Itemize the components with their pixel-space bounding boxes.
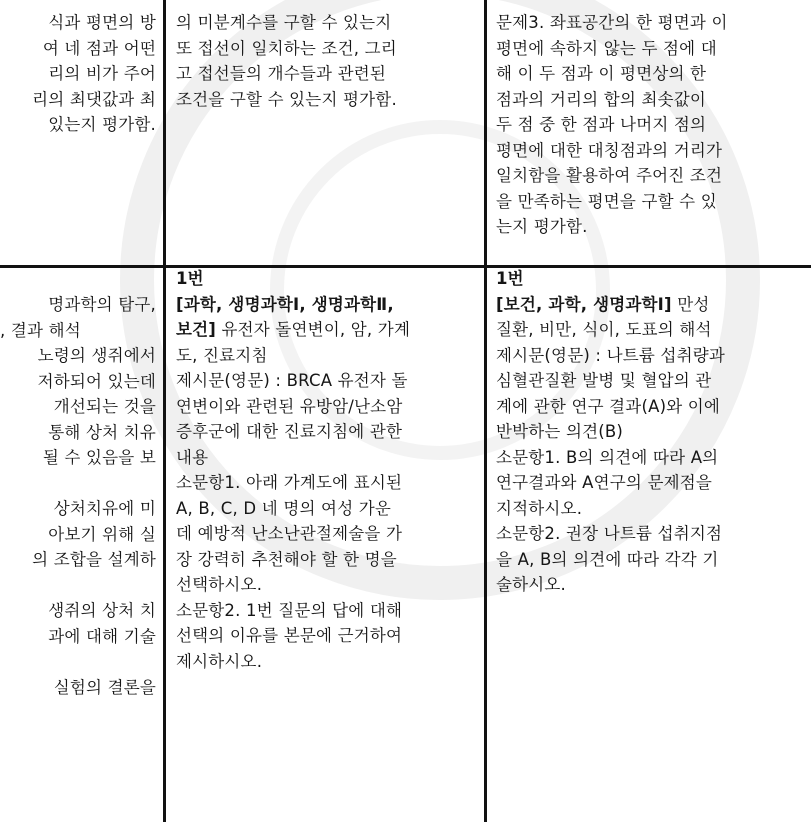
text-line: 실험의 결론을 — [53, 677, 156, 697]
text-line: 내용 — [176, 447, 209, 467]
text-line: 리의 최댓값과 최 — [32, 89, 156, 109]
row-divider — [0, 265, 811, 268]
text-line: 계에 관한 연구 결과(A)와 이에 — [496, 396, 721, 416]
bottom-right-cell — [496, 266, 799, 816]
subject-tags-cont: 보건] — [176, 320, 217, 339]
text-line: 연구결과와 A연구의 문제점을 — [496, 473, 713, 492]
text-line: 여 네 점과 어떤 — [42, 38, 156, 58]
text-line — [0, 573, 156, 599]
bottom-left-cell — [0, 292, 156, 817]
text-line: 평면에 대한 대칭점과의 거리가 — [496, 140, 723, 160]
text-line: 지적하시오. — [496, 498, 583, 518]
text-line: 점과의 거리의 합의 최솟값이 — [496, 89, 707, 109]
text-line: 의 미분계수를 구할 수 있는지 — [176, 13, 392, 32]
text-line: 될 수 있음을 보 — [42, 448, 156, 467]
text-line: 평면에 속하지 않는 두 점에 대 — [496, 38, 717, 58]
text-line: 제시문(영문) : BRCA 유전자 돌 — [176, 371, 408, 390]
text-line: 문제3. 좌표공간의 한 평면과 이 — [496, 13, 728, 32]
text-line — [0, 649, 156, 675]
text-line: 두 점 중 한 점과 나머지 점의 — [496, 115, 707, 134]
text-line: 소문항1. 아래 가계도에 표시된 — [176, 473, 403, 492]
top-middle-cell — [176, 10, 474, 260]
text-line: 저하되어 있는데 — [37, 371, 156, 391]
topic-line — [176, 317, 474, 343]
text-line: 고 접선들의 개수들과 관련된 — [176, 64, 387, 83]
text-line: 반박하는 의견(B) — [496, 422, 624, 441]
text-line: 질환, 비만, 식이, 도표의 해석 — [496, 320, 712, 339]
text-line: 심혈관질환 발병 및 혈압의 관 — [496, 371, 712, 390]
text-line: 의 조합을 설계하 — [32, 550, 156, 569]
text-line: 개선되는 것을 — [53, 397, 156, 416]
subject-tags: [보건, 과학, 생명과학Ⅰ] — [496, 294, 672, 314]
text-line: 소문항2. 1번 질문의 답에 대해 — [176, 600, 403, 620]
top-left-cell — [0, 10, 156, 260]
text-line: 을 만족하는 평면을 구할 수 있 — [496, 191, 717, 211]
column-divider-left — [163, 0, 166, 822]
text-line: 장 강력히 추천해야 할 한 명을 — [176, 549, 397, 569]
text-line: 소문항1. B의 의견에 따라 A의 — [496, 447, 719, 467]
text-line: 명과학의 탐구, — [48, 295, 156, 314]
text-line: 리의 비가 주어 — [48, 64, 156, 83]
text-line: 도, 진료지침 — [176, 345, 268, 365]
text-line: 선택의 이유를 본문에 근거하여 — [176, 626, 403, 645]
text-line: 는지 평가함. — [496, 217, 588, 236]
text-line: 해 이 두 점과 이 평면상의 한 — [496, 64, 707, 83]
text-line: 연변이와 관련된 유방암/난소암 — [176, 396, 403, 416]
text-line: 있는지 평가함. — [48, 115, 156, 134]
text-line — [0, 471, 156, 497]
text-line: 통해 상처 치유 — [48, 422, 156, 442]
text-line: 선택하시오. — [176, 575, 263, 594]
text-line: 식과 평면의 방 — [48, 13, 156, 32]
text-line: 데 예방적 난소난관절제술을 가 — [176, 524, 403, 543]
text-line: 술하시오. — [496, 575, 567, 594]
subject-tags: [과학, 생명과학Ⅰ, 생명과학Ⅱ, — [176, 294, 394, 314]
top-right-cell — [496, 10, 799, 265]
text-line: 생쥐의 상처 치 — [48, 601, 156, 620]
text-line: 을 A, B의 의견에 따라 각각 기 — [496, 549, 719, 569]
topic-text: 유전자 돌연변이, 암, 가계 — [216, 320, 411, 339]
text-line: 조건을 구할 수 있는지 평가함. — [176, 89, 397, 109]
text-line: 제시하시오. — [176, 651, 263, 671]
question-number: 1번 — [176, 269, 204, 288]
topic-line — [496, 292, 799, 318]
text-line: 과에 대해 기술 — [48, 626, 156, 646]
column-divider-right — [484, 0, 487, 822]
text-line: 아보기 위해 실 — [48, 524, 156, 544]
text-line: A, B, C, D 네 명의 여성 가운 — [176, 498, 392, 518]
bottom-middle-cell — [176, 266, 474, 816]
question-number: 1번 — [496, 269, 524, 288]
topic-text: 만성 — [671, 294, 710, 314]
text-line: , 결과 해석 — [0, 320, 81, 340]
text-line: 제시문(영문) : 나트륨 섭취량과 — [496, 345, 726, 365]
text-line: 증후군에 대한 진료지침에 관한 — [176, 422, 403, 441]
text-line: 또 접선이 일치하는 조건, 그리 — [176, 38, 397, 58]
text-line: 상처치유에 미 — [53, 499, 156, 518]
text-line: 노령의 생쥐에서 — [37, 346, 156, 365]
text-line: 소문항2. 권장 나트륨 섭취지점 — [496, 524, 723, 543]
text-line: 일치함을 활용하여 주어진 조건 — [496, 166, 723, 185]
